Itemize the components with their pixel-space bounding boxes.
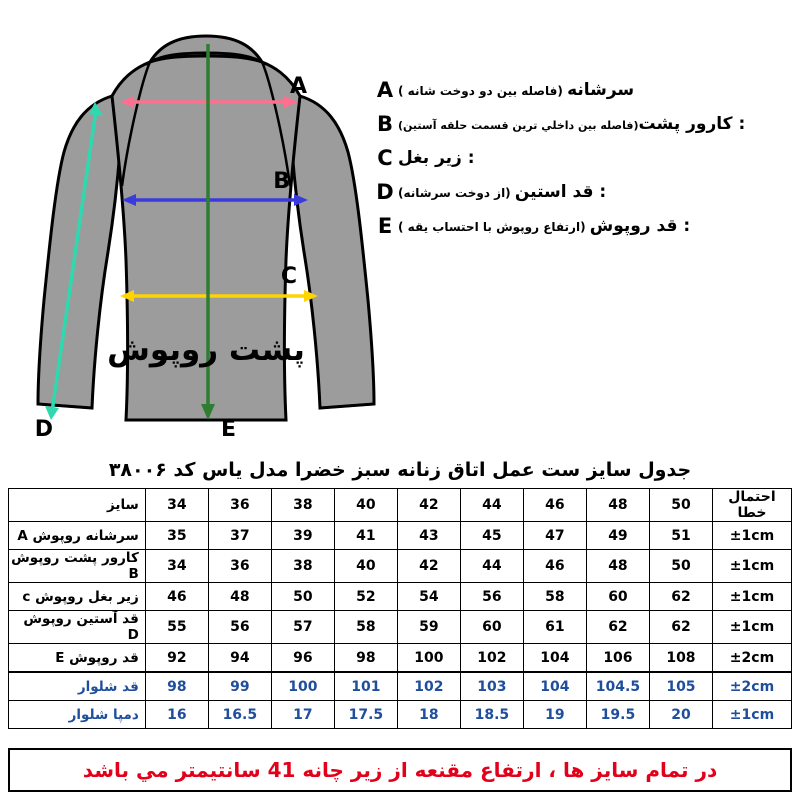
cell-value: 101 (334, 672, 397, 701)
legend-item-a (372, 78, 792, 102)
cell-value: 58 (334, 611, 397, 644)
legend-item-d (372, 180, 792, 204)
row-label: قد روپوش E (9, 644, 146, 673)
legend-text-e: : قد روپوش (ارتفاع روپوش با احتساب يقه ) (398, 216, 691, 236)
diagram-letter-d: D (34, 417, 53, 442)
diagram-letter-b: B (273, 169, 290, 194)
cell-value: 36 (208, 550, 271, 583)
cell-value: 60 (460, 611, 523, 644)
cell-value: 40 (334, 550, 397, 583)
cell-value: 50 (271, 583, 334, 611)
cell-value: 19.5 (586, 701, 649, 729)
cell-value: 104.5 (586, 672, 649, 701)
table-row (9, 583, 792, 611)
cell-value: 37 (208, 522, 271, 550)
legend-text-b: : كارور پشت(فاصله بين داخلي ترين قسمت حلقه آستين) (398, 114, 746, 134)
cell-tolerance: ±2cm (712, 672, 791, 701)
row-label: سرشانه روپوش A (9, 522, 146, 550)
cell-value: 16 (145, 701, 208, 729)
cell-value: 96 (271, 644, 334, 673)
cell-value: 45 (460, 522, 523, 550)
cell-value: 44 (460, 550, 523, 583)
cell-value: 57 (271, 611, 334, 644)
size-table (8, 488, 792, 729)
legend-text-c: : زير بغل (398, 148, 475, 168)
header-size-36: 36 (208, 489, 271, 522)
cell-value: 41 (334, 522, 397, 550)
cell-value: 35 (145, 522, 208, 550)
row-label: قد شلوار (9, 672, 146, 701)
cell-value: 55 (145, 611, 208, 644)
header-tolerance: احتمال خطا (712, 489, 791, 522)
cell-value: 100 (271, 672, 334, 701)
table-header-row (9, 489, 792, 522)
table-row (9, 522, 792, 550)
cell-value: 39 (271, 522, 334, 550)
cell-value: 46 (145, 583, 208, 611)
cell-value: 104 (523, 672, 586, 701)
row-label: دمپا شلوار (9, 701, 146, 729)
cell-value: 16.5 (208, 701, 271, 729)
table-row (9, 550, 792, 583)
cell-value: 62 (649, 611, 712, 644)
table-caption: جدول سايز ست عمل اتاق زنانه سبز خضرا مدل ياس كد ۳۸۰۰۶ (108, 459, 692, 481)
cell-value: 94 (208, 644, 271, 673)
cell-tolerance: ±1cm (712, 701, 791, 729)
cell-value: 46 (523, 550, 586, 583)
cell-value: 102 (397, 672, 460, 701)
cell-value: 50 (649, 550, 712, 583)
cell-value: 92 (145, 644, 208, 673)
legend-item-b (372, 112, 792, 136)
footer-note-text: در تمام سايز ها ، ارتفاع مقنعه از زير چانه 41 سانتيمتر مي باشد (82, 758, 718, 782)
cell-value: 54 (397, 583, 460, 611)
cell-value: 108 (649, 644, 712, 673)
table-row (9, 611, 792, 644)
cell-value: 43 (397, 522, 460, 550)
cell-value: 100 (397, 644, 460, 673)
cell-value: 62 (586, 611, 649, 644)
cell-value: 42 (397, 550, 460, 583)
cell-value: 62 (649, 583, 712, 611)
cell-value: 56 (208, 611, 271, 644)
header-size-40: 40 (334, 489, 397, 522)
cell-value: 105 (649, 672, 712, 701)
cell-value: 106 (586, 644, 649, 673)
diagram-letter-e: E (220, 417, 236, 442)
footer-note (8, 748, 792, 792)
table-row (9, 701, 792, 729)
cell-value: 98 (145, 672, 208, 701)
legend-letter-e: E (377, 214, 393, 238)
header-size-38: 38 (271, 489, 334, 522)
header-size-42: 42 (397, 489, 460, 522)
table-row (9, 644, 792, 673)
row-label: كارور پشت روپوش B (9, 550, 146, 583)
cell-value: 102 (460, 644, 523, 673)
header-size-44: 44 (460, 489, 523, 522)
cell-value: 99 (208, 672, 271, 701)
cell-value: 103 (460, 672, 523, 701)
cell-value: 47 (523, 522, 586, 550)
cell-value: 48 (208, 583, 271, 611)
cell-tolerance: ±1cm (712, 611, 791, 644)
legend-text-d: : قد استين (از دوخت سرشانه) (398, 182, 607, 202)
cell-value: 61 (523, 611, 586, 644)
cell-value: 38 (271, 550, 334, 583)
cell-value: 52 (334, 583, 397, 611)
legend-item-e (372, 214, 792, 238)
legend-letter-d: D (376, 180, 394, 204)
cell-value: 17.5 (334, 701, 397, 729)
header-size-34: 34 (145, 489, 208, 522)
cell-tolerance: ±1cm (712, 550, 791, 583)
cell-value: 19 (523, 701, 586, 729)
legend-letter-c: C (377, 146, 393, 170)
cell-tolerance: ±1cm (712, 583, 791, 611)
cell-value: 51 (649, 522, 712, 550)
header-row-label: سايز (9, 489, 146, 522)
cell-value: 18.5 (460, 701, 523, 729)
legend-letter-a: A (376, 78, 394, 102)
cell-tolerance: ±1cm (712, 522, 791, 550)
size-table-wrapper (8, 488, 792, 729)
cell-value: 104 (523, 644, 586, 673)
cell-value: 18 (397, 701, 460, 729)
row-label: زير بغل روپوش c (9, 583, 146, 611)
header-size-50: 50 (649, 489, 712, 522)
cell-value: 17 (271, 701, 334, 729)
cell-value: 59 (397, 611, 460, 644)
cell-value: 58 (523, 583, 586, 611)
legend-item-c (372, 146, 792, 170)
legend-text-a: سرشانه (فاصله بين دو دوخت شانه ) (398, 80, 635, 100)
cell-tolerance: ±2cm (712, 644, 791, 673)
legend-letter-b: B (376, 112, 393, 136)
diagram-letter-c: C (280, 264, 297, 289)
garment-back-label: پشت روپوش (107, 332, 305, 368)
cell-value: 48 (586, 550, 649, 583)
measurement-legend (372, 78, 792, 248)
cell-value: 20 (649, 701, 712, 729)
row-label: قد آستين روپوش D (9, 611, 146, 644)
cell-value: 56 (460, 583, 523, 611)
cell-value: 49 (586, 522, 649, 550)
table-row (9, 672, 792, 701)
header-size-46: 46 (523, 489, 586, 522)
cell-value: 98 (334, 644, 397, 673)
cell-value: 34 (145, 550, 208, 583)
header-size-48: 48 (586, 489, 649, 522)
diagram-letter-a: A (289, 74, 307, 99)
cell-value: 60 (586, 583, 649, 611)
